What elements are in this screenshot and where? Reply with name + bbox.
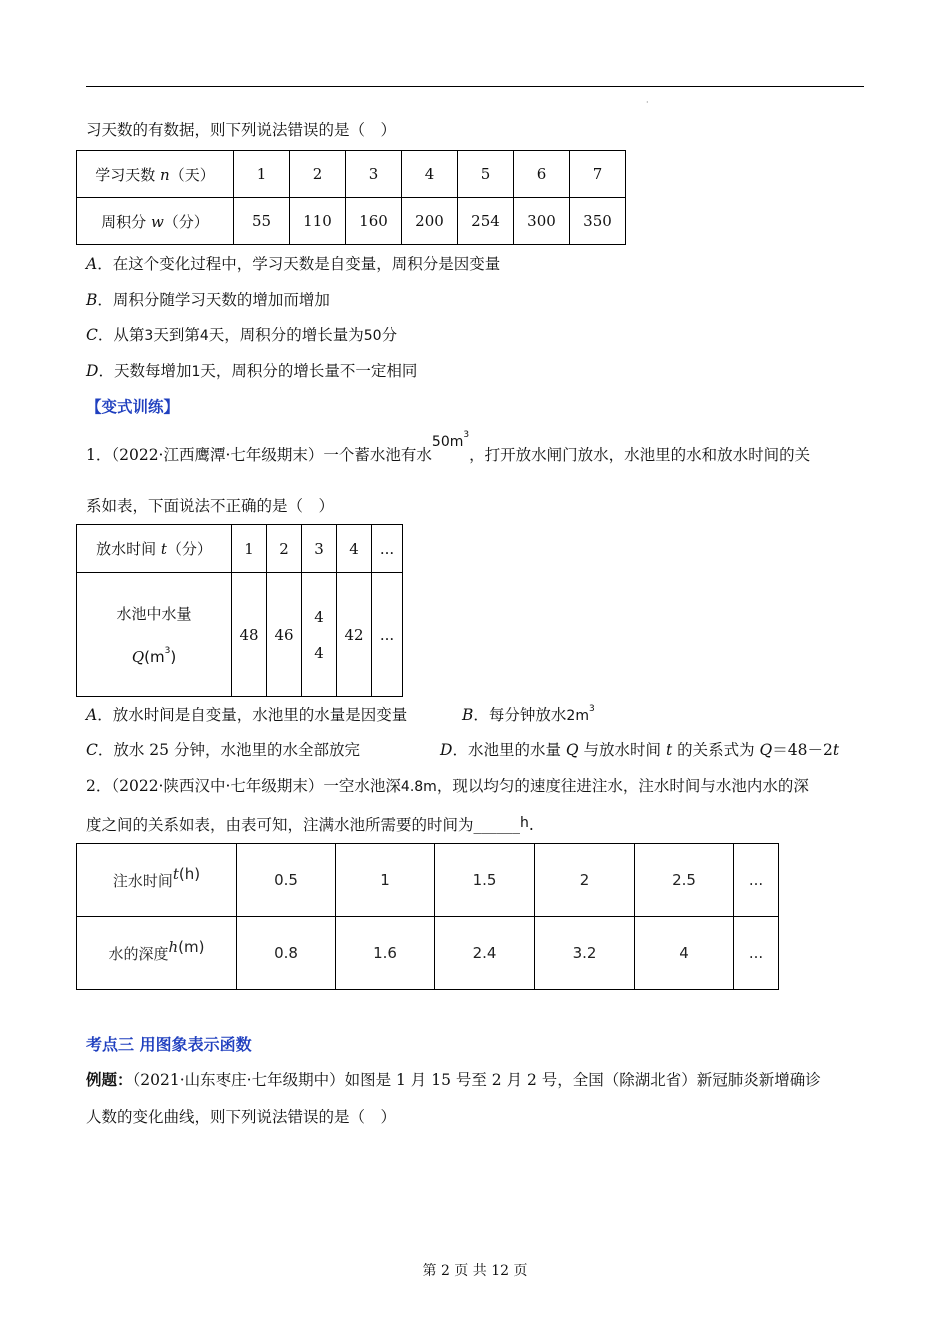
table-cell: 48 — [232, 573, 267, 697]
q1-line2: 系如表，下面说法不正确的是（ ） — [86, 497, 335, 515]
q1-option-b: B．每分钟放水$2m^3$ — [462, 704, 595, 724]
table-cell: 1 — [234, 151, 290, 198]
table-cell: 3 — [302, 525, 337, 573]
option-c-1: C．从第3天到第4天，周积分的增长量为50分 — [86, 326, 398, 344]
table-cell: 1 — [232, 525, 267, 573]
table-cell: 1 — [336, 844, 435, 917]
section-variant-title: 【变式训练】 — [86, 397, 180, 416]
table-cell: ... — [734, 844, 779, 917]
example-line2: 人数的变化曲线，则下列说法错误的是（ ） — [86, 1108, 397, 1126]
table-cell: 254 — [458, 198, 514, 245]
option-d-1: D．天数每增加1天，周积分的增长量不一定相同 — [86, 362, 418, 380]
row-label-volume: 水池中水量 $Q(m^3)$ — [77, 573, 232, 697]
table-row — [77, 525, 403, 573]
q1-option-d: D．水池里的水量 Q 与放水时间 t 的关系式为 Q＝48－2t — [440, 741, 840, 759]
table-cell: 110 — [290, 198, 346, 245]
table-cell: 7 — [570, 151, 626, 198]
table-cell: 200 — [402, 198, 458, 245]
table-cell: 0.5 — [237, 844, 336, 917]
table-row — [77, 917, 779, 990]
table-row — [77, 844, 779, 917]
table-row — [77, 198, 626, 245]
table-cell: 2 — [535, 844, 635, 917]
water-release-table — [76, 524, 403, 697]
row-label-score: 周积分 w（分） — [77, 198, 234, 245]
row-label-fill-time: 注水时间t(h) — [77, 844, 237, 917]
option-a-1: A．在这个变化过程中，学习天数是自变量，周积分是因变量 — [86, 255, 501, 273]
table-cell: 2 — [290, 151, 346, 198]
table-cell: 4 — [635, 917, 734, 990]
table-cell: 2.5 — [635, 844, 734, 917]
table-row — [77, 573, 403, 697]
page-footer: 第 2 页 共 12 页 — [422, 1263, 528, 1279]
study-score-table — [76, 150, 626, 245]
q2-line1: 2．（2022·陕西汉中·七年级期末）一空水池深4.8m，现以均匀的速度往进注水，注水时间与水池内水的深 — [86, 777, 809, 795]
option-b-1: B．周积分随学习天数的增加而增加 — [86, 291, 330, 309]
table-cell: 2 — [267, 525, 302, 573]
table-cell: 42 — [337, 573, 372, 697]
q2-line2: 度之间的关系如表，由表可知，注满水池所需要的时间为______h. — [86, 815, 534, 834]
table-cell: 300 — [514, 198, 570, 245]
header-rule — [86, 86, 864, 87]
row-label-depth: 水的深度h(m) — [77, 917, 237, 990]
table-cell: ... — [372, 573, 403, 697]
q1-option-c: C．放水 25 分钟，水池里的水全部放完 — [86, 741, 360, 759]
table-cell: 1.5 — [435, 844, 535, 917]
table-cell: 4 — [337, 525, 372, 573]
table-cell: 1.6 — [336, 917, 435, 990]
q1-line1: 1．（2022·江西鹰潭·七年级期末）一个蓄水池有水$50m^3$，打开放水闸门放水，水池里的水和放水时间的关 — [86, 430, 811, 464]
table-cell: ... — [734, 917, 779, 990]
section3-title: 考点三 用图象表示函数 — [86, 1035, 252, 1054]
answer-blank[interactable]: ______ — [473, 816, 521, 834]
table-cell: 6 — [514, 151, 570, 198]
table-cell: 160 — [346, 198, 402, 245]
table-cell: ... — [372, 525, 403, 573]
table-cell: 350 — [570, 198, 626, 245]
table-cell: 4 — [402, 151, 458, 198]
header-dot: · — [646, 98, 649, 107]
table-cell: 5 — [458, 151, 514, 198]
table-cell: 3.2 — [535, 917, 635, 990]
table-cell: 4 4 — [302, 573, 337, 697]
water-fill-table — [76, 843, 779, 990]
table-cell: 0.8 — [237, 917, 336, 990]
example-line1: 例题：（2021·山东枣庄·七年级期中）如图是 1 月 15 号至 2 月 2 号，全国（除湖北省）新冠肺炎新增确诊 — [86, 1070, 821, 1089]
row-label-days: 学习天数 n（天） — [77, 151, 234, 198]
table-cell: 3 — [346, 151, 402, 198]
row-label-time: 放水时间 t（分） — [77, 525, 232, 573]
table-cell: 46 — [267, 573, 302, 697]
table-cell: 55 — [234, 198, 290, 245]
table-row — [77, 151, 626, 198]
table-cell: 2.4 — [435, 917, 535, 990]
intro-line: 习天数的有数据，则下列说法错误的是（ ） — [86, 121, 397, 139]
q1-option-a: A．放水时间是自变量，水池里的水量是因变量 — [86, 706, 408, 724]
